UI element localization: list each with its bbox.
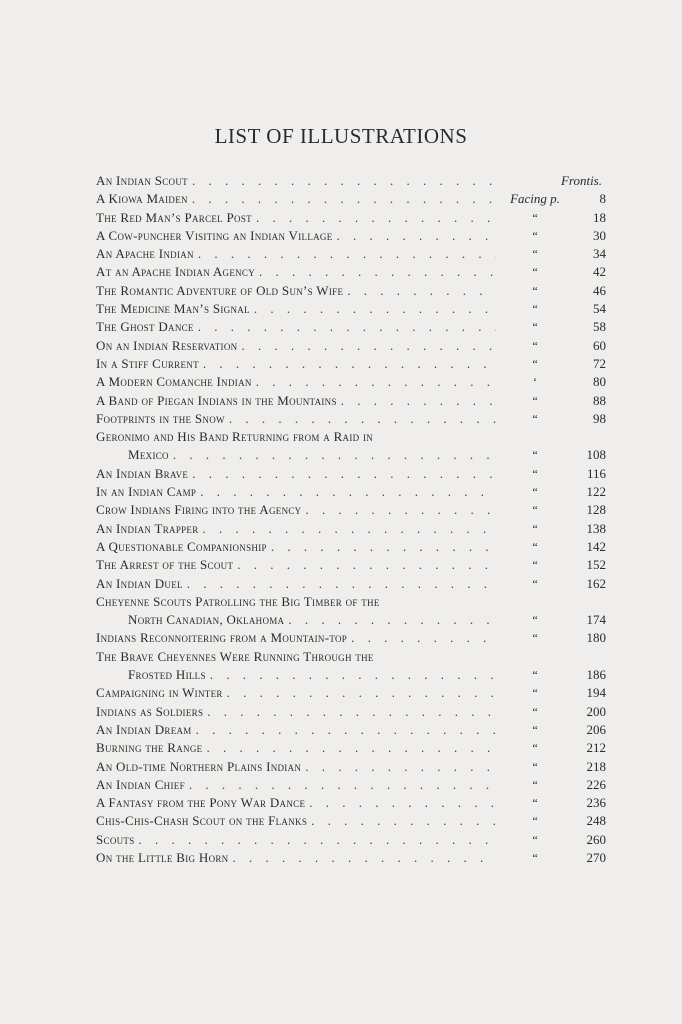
entry-title-cell xyxy=(96,648,496,666)
dot-leader xyxy=(183,575,496,593)
entry-page-number: 46 xyxy=(593,282,606,298)
entry-page-number: 88 xyxy=(593,392,606,408)
dot-leader xyxy=(188,190,496,208)
entry-page-number: 34 xyxy=(593,246,606,262)
dot-leader xyxy=(255,263,496,281)
list-item xyxy=(96,446,606,464)
entry-mark: “ xyxy=(532,539,538,554)
entry-mark: “ xyxy=(532,668,538,683)
list-item xyxy=(96,172,606,190)
list-item xyxy=(96,483,606,501)
dot-leader xyxy=(301,758,496,776)
entry-page-number: 194 xyxy=(586,685,606,701)
entry-page-number: 138 xyxy=(586,520,606,536)
entry-mark: Frontis. xyxy=(560,173,602,188)
entry-title: A Fantasy from the Pony War Dance xyxy=(96,795,306,811)
entry-title-cell xyxy=(96,282,496,300)
entry-mark: “ xyxy=(532,448,538,463)
list-item xyxy=(96,501,606,519)
entry-mark: “ xyxy=(532,503,538,518)
list-item xyxy=(96,520,606,538)
list-item xyxy=(96,684,606,702)
dot-leader xyxy=(135,831,496,849)
entry-mark: “ xyxy=(532,521,538,536)
list-item xyxy=(96,794,606,812)
entry-page-number: 248 xyxy=(586,813,606,829)
entry-title: In an Indian Camp xyxy=(96,484,197,500)
dot-leader xyxy=(199,520,496,538)
entry-title-cell xyxy=(96,611,496,629)
list-item xyxy=(96,629,606,647)
entry-title-cell xyxy=(96,849,496,867)
entry-mark: “ xyxy=(532,686,538,701)
list-item xyxy=(96,355,606,373)
entry-mark: “ xyxy=(532,265,538,280)
entry-title: In a Stiff Current xyxy=(96,355,199,371)
dot-leader xyxy=(203,703,496,721)
entry-title: An Apache Indian xyxy=(96,246,194,262)
dot-leader xyxy=(250,300,496,318)
list-item xyxy=(96,410,606,428)
list-item xyxy=(96,227,606,245)
entry-title-cell xyxy=(96,758,496,776)
entry-title-cell xyxy=(96,776,496,794)
entry-mark: “ xyxy=(532,850,538,865)
list-item xyxy=(96,666,606,684)
dot-leader xyxy=(206,666,496,684)
list-item xyxy=(96,282,606,300)
entry-title: Scouts xyxy=(96,831,135,847)
entry-page-number: 180 xyxy=(586,630,606,646)
entry-title-cell xyxy=(96,629,496,647)
dot-leader xyxy=(188,465,496,483)
entry-title: An Indian Brave xyxy=(96,465,189,481)
entry-mark: “ xyxy=(532,814,538,829)
entry-title-cell xyxy=(96,666,496,684)
entry-title: Crow Indians Firing into the Agency xyxy=(96,502,302,518)
entry-title: At an Apache Indian Agency xyxy=(96,264,256,280)
list-item xyxy=(96,392,606,410)
list-item xyxy=(96,318,606,336)
entry-title: A Kiowa Maiden xyxy=(96,191,188,207)
entry-title: Footprints in the Snow xyxy=(96,410,225,426)
entry-title-cell xyxy=(96,263,496,281)
entry-page-number: 260 xyxy=(586,831,606,847)
dot-leader xyxy=(301,501,496,519)
entry-mark: “ xyxy=(532,722,538,737)
dot-leader xyxy=(169,446,496,464)
entry-mark: “ xyxy=(532,247,538,262)
entry-title: Frosted Hills xyxy=(128,667,206,683)
dot-leader xyxy=(284,611,496,629)
entry-title-cell xyxy=(96,721,496,739)
entry-page-number: 270 xyxy=(586,849,606,865)
entry-title: The Ghost Dance xyxy=(96,319,194,335)
list-item xyxy=(96,703,606,721)
list-item xyxy=(96,428,606,446)
list-item xyxy=(96,263,606,281)
entry-title-cell xyxy=(96,684,496,702)
entry-page-number: 218 xyxy=(586,758,606,774)
entry-mark: ‘ xyxy=(533,375,537,390)
entry-title-cell xyxy=(96,428,496,446)
entry-page-number: 142 xyxy=(586,538,606,554)
entry-title: The Medicine Man’s Signal xyxy=(96,301,250,317)
entry-title: An Old-time Northern Plains Indian xyxy=(96,758,302,774)
entry-title-cell xyxy=(96,520,496,538)
dot-leader xyxy=(305,794,496,812)
entry-title: Cheyenne Scouts Patrolling the Big Timber of the xyxy=(96,593,380,609)
entry-title-cell xyxy=(96,593,496,611)
entry-title: Burning the Range xyxy=(96,740,203,756)
entry-title: A Band of Piegan Indians in the Mountains xyxy=(96,392,337,408)
illustrations-list xyxy=(96,172,606,867)
entry-title: An Indian Trapper xyxy=(96,520,199,536)
entry-title: An Indian Duel xyxy=(96,575,183,591)
entry-title-cell xyxy=(96,831,496,849)
list-item xyxy=(96,300,606,318)
entry-title-cell xyxy=(96,392,496,410)
list-item xyxy=(96,209,606,227)
list-item xyxy=(96,611,606,629)
list-item xyxy=(96,739,606,757)
entry-title-cell xyxy=(96,245,496,263)
entry-page-number: 122 xyxy=(586,484,606,500)
entry-page-number: 206 xyxy=(586,721,606,737)
list-item xyxy=(96,373,606,391)
entry-page-number: 60 xyxy=(593,337,606,353)
dot-leader xyxy=(225,410,496,428)
entry-mark: “ xyxy=(532,777,538,792)
dot-leader xyxy=(267,538,496,556)
entry-page-number: 42 xyxy=(593,264,606,280)
entry-mark: “ xyxy=(532,613,538,628)
entry-mark: “ xyxy=(532,704,538,719)
entry-title-cell xyxy=(96,318,496,336)
entry-title: A Modern Comanche Indian xyxy=(96,374,252,390)
dot-leader xyxy=(223,684,496,702)
entry-title: An Indian Chief xyxy=(96,776,185,792)
entry-mark: “ xyxy=(532,759,538,774)
dot-leader xyxy=(252,373,496,391)
dot-leader xyxy=(343,282,496,300)
entry-page-number: 162 xyxy=(586,575,606,591)
dot-leader xyxy=(233,556,496,574)
entry-title: On the Little Big Horn xyxy=(96,849,229,865)
entry-mark: “ xyxy=(532,796,538,811)
entry-title-cell xyxy=(96,739,496,757)
list-item xyxy=(96,245,606,263)
entry-title: An Indian Dream xyxy=(96,721,192,737)
entry-mark: “ xyxy=(532,228,538,243)
entry-title-cell xyxy=(96,501,496,519)
entry-title: Indians as Soldiers xyxy=(96,703,204,719)
entry-title: Mexico xyxy=(128,447,169,463)
entry-title: Chis-Chis-Chash Scout on the Flanks xyxy=(96,813,308,829)
entry-page-number: 58 xyxy=(593,319,606,335)
list-item xyxy=(96,337,606,355)
dot-leader xyxy=(196,483,496,501)
entry-title: Geronimo and His Band Returning from a Raid in xyxy=(96,429,374,445)
list-item xyxy=(96,538,606,556)
entry-page-number: 8 xyxy=(599,191,606,207)
page-title: LIST OF ILLUSTRATIONS xyxy=(214,124,468,148)
list-item xyxy=(96,465,606,483)
entry-title-cell xyxy=(96,172,496,190)
entry-title-cell xyxy=(96,556,496,574)
entry-page-number: 72 xyxy=(593,355,606,371)
list-item xyxy=(96,575,606,593)
entry-mark: “ xyxy=(532,631,538,646)
entry-title: Campaigning in Winter xyxy=(96,685,223,701)
entry-page-number: 236 xyxy=(586,795,606,811)
list-item xyxy=(96,776,606,794)
dot-leader xyxy=(194,318,496,336)
entry-page-number: 128 xyxy=(586,502,606,518)
list-item xyxy=(96,849,606,867)
entry-title: A Questionable Companionship xyxy=(96,538,267,554)
entry-title: An Indian Scout xyxy=(96,173,188,188)
entry-page-number: 108 xyxy=(586,447,606,463)
entry-page-number: 152 xyxy=(586,557,606,573)
entry-title-cell xyxy=(96,337,496,355)
dot-leader xyxy=(307,812,496,830)
entry-mark: “ xyxy=(532,832,538,847)
entry-title: The Romantic Adventure of Old Sun’s Wife xyxy=(96,282,344,298)
dot-leader xyxy=(333,227,496,245)
entry-mark: “ xyxy=(532,393,538,408)
entry-page-number: 200 xyxy=(586,703,606,719)
entry-title-cell xyxy=(96,190,496,208)
entry-page-number: 18 xyxy=(593,209,606,225)
entry-page-number: 174 xyxy=(586,612,606,628)
dot-leader xyxy=(237,337,496,355)
entry-title: Indians Reconnoitering from a Mountain-top xyxy=(96,630,348,646)
entry-mark: “ xyxy=(532,283,538,298)
entry-title: The Red Man’s Parcel Post xyxy=(96,209,252,225)
entry-page-number: 116 xyxy=(586,465,606,481)
entry-page-number: 98 xyxy=(593,410,606,426)
list-item xyxy=(96,758,606,776)
entry-title-cell xyxy=(96,410,496,428)
entry-mark: Facing p. xyxy=(510,191,560,207)
entry-title: The Arrest of the Scout xyxy=(96,557,234,573)
entry-title-cell xyxy=(96,812,496,830)
entry-page-number: 226 xyxy=(586,776,606,792)
entry-mark: “ xyxy=(532,338,538,353)
list-item xyxy=(96,556,606,574)
entry-mark: “ xyxy=(532,302,538,317)
list-item xyxy=(96,593,606,611)
entry-title: On an Indian Reservation xyxy=(96,337,238,353)
entry-title: North Canadian, Oklahoma xyxy=(128,612,285,628)
entry-title-cell xyxy=(96,355,496,373)
entry-title-cell xyxy=(96,575,496,593)
entry-mark: “ xyxy=(532,411,538,426)
dot-leader xyxy=(228,849,496,867)
entry-mark: “ xyxy=(532,485,538,500)
entry-mark: “ xyxy=(532,576,538,591)
dot-leader xyxy=(199,355,496,373)
entry-title-cell xyxy=(96,209,496,227)
entry-page-number: 30 xyxy=(593,227,606,243)
entry-mark: “ xyxy=(532,741,538,756)
entry-title-cell xyxy=(96,373,496,391)
entry-page-number: 54 xyxy=(593,301,606,317)
dot-leader xyxy=(192,721,496,739)
dot-leader xyxy=(194,245,496,263)
entry-mark: “ xyxy=(532,210,538,225)
entry-title: A Cow-puncher Visiting an Indian Village xyxy=(96,227,333,243)
entry-title-cell xyxy=(96,300,496,318)
dot-leader xyxy=(347,629,496,647)
dot-leader xyxy=(202,739,496,757)
entry-mark: “ xyxy=(532,356,538,371)
entry-title: The Brave Cheyennes Were Running Through the xyxy=(96,648,374,664)
list-item xyxy=(96,721,606,739)
entry-mark: “ xyxy=(532,558,538,573)
dot-leader xyxy=(252,209,496,227)
dot-leader xyxy=(337,392,496,410)
entry-title-cell xyxy=(96,227,496,245)
list-item xyxy=(96,190,606,208)
entry-title-cell xyxy=(96,465,496,483)
entry-mark: “ xyxy=(532,466,538,481)
entry-title-cell xyxy=(96,538,496,556)
entry-title-cell xyxy=(96,446,496,464)
entry-title-cell xyxy=(96,483,496,501)
entry-title-cell xyxy=(96,703,496,721)
entry-page-number: 186 xyxy=(586,667,606,683)
entry-title-cell xyxy=(96,794,496,812)
list-item xyxy=(96,812,606,830)
entry-page-number: 80 xyxy=(593,374,606,390)
entry-mark: “ xyxy=(532,320,538,335)
dot-leader xyxy=(185,776,496,794)
list-item xyxy=(96,648,606,666)
list-item xyxy=(96,831,606,849)
entry-page-number: 212 xyxy=(586,740,606,756)
dot-leader xyxy=(188,172,496,190)
